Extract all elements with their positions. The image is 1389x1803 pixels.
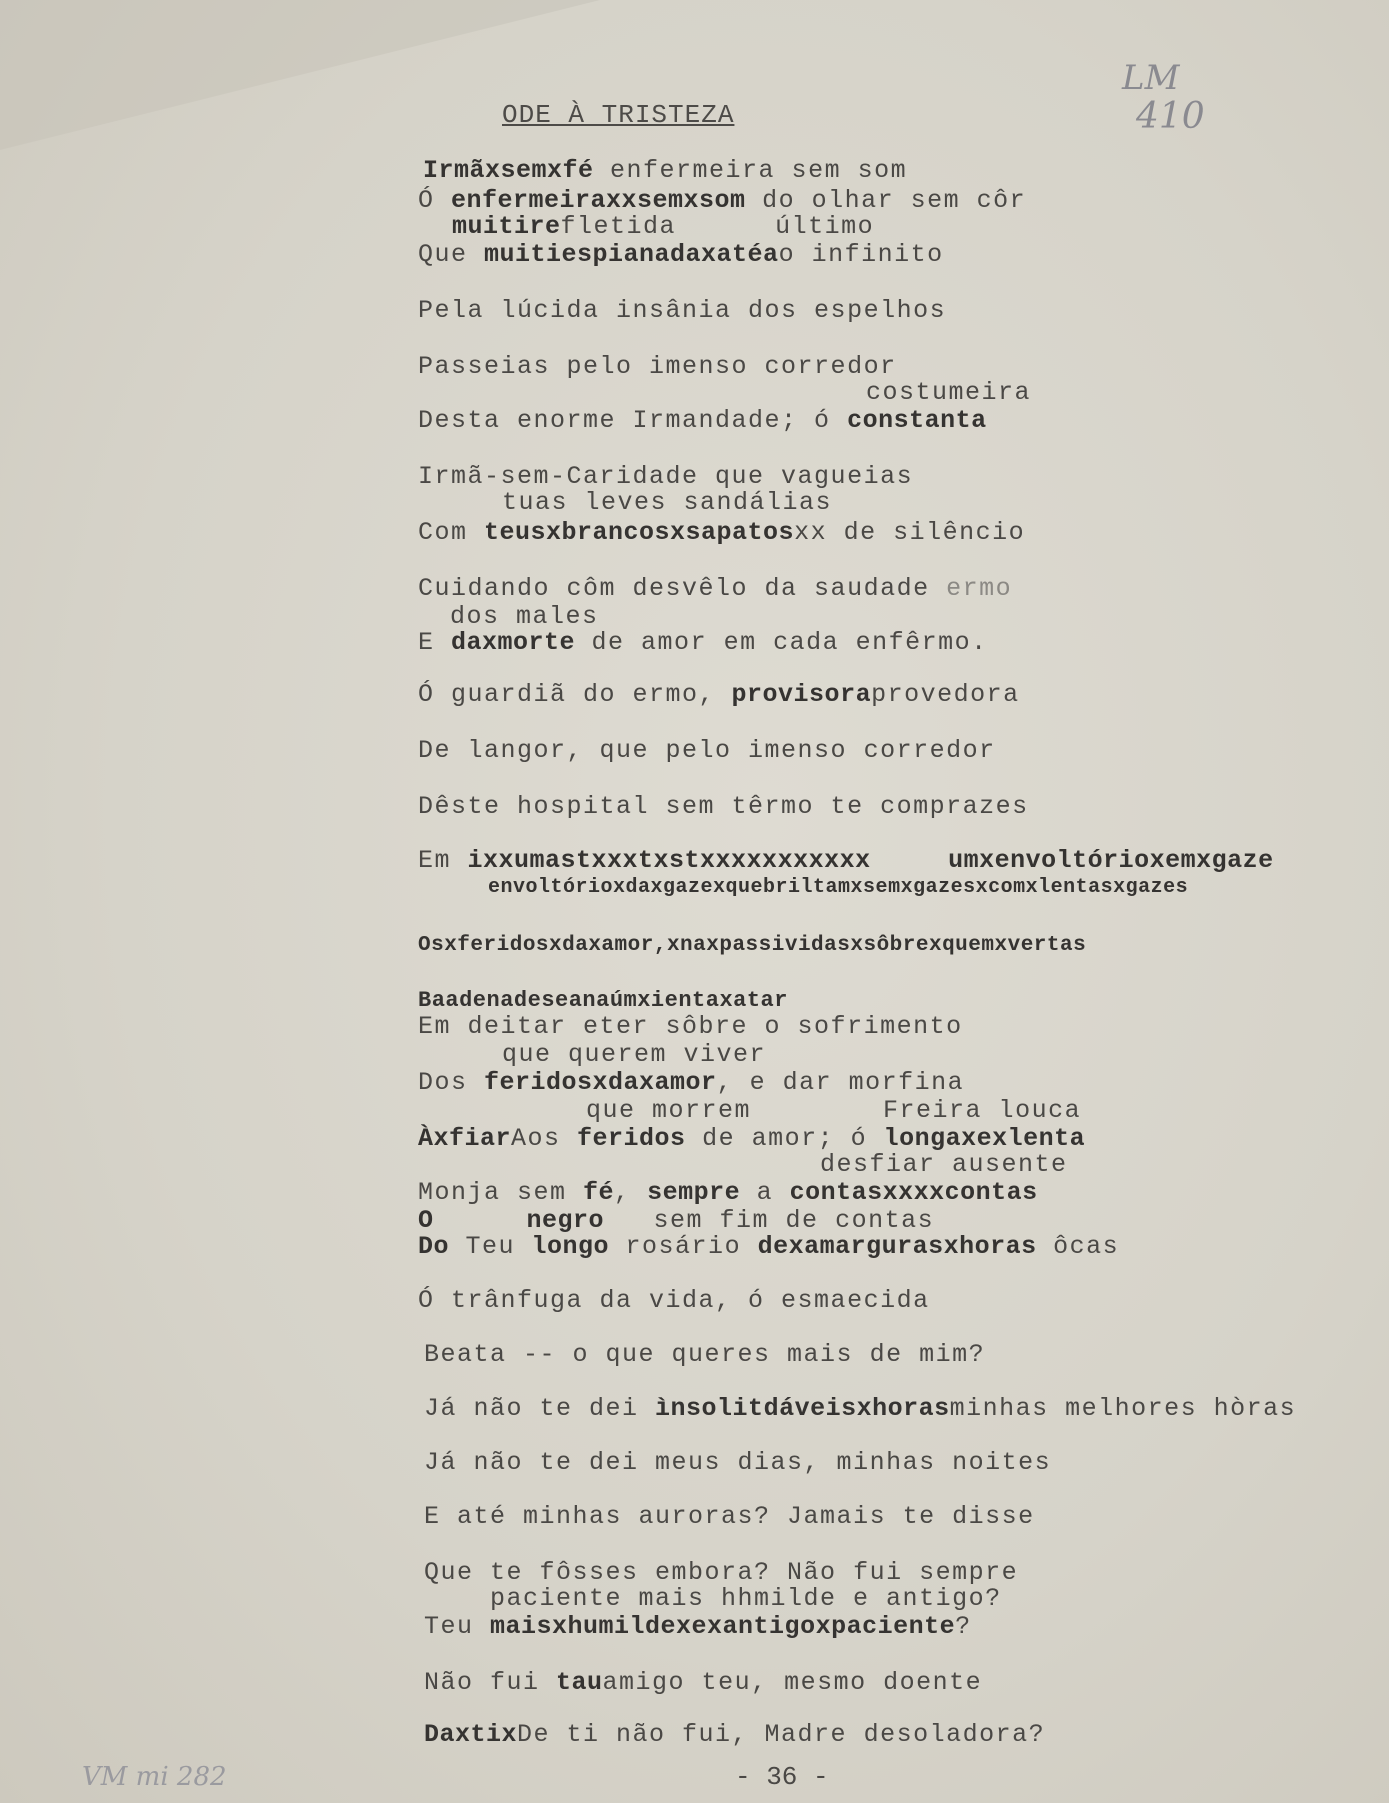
poem-line: Cuidando côm desvêlo da saudade ermo [418,574,1013,603]
poem-line: envoltórioxdaxgazexquebriltamxsemxgazesxcomxlentasxgazes [488,876,1189,899]
handwritten-ref-number: 410 [1136,96,1205,137]
poem-line: Já não te dei meus dias, minhas noites [424,1448,1052,1477]
poem-line: Monja sem fé, sempre a contasxxxxcontas [418,1178,1038,1207]
poem-line: DaxtixDe ti não fui, Madre desoladora? [424,1720,1046,1749]
poem-line: Ó guardiã do ermo, provisoraprovedora [418,680,1020,709]
poem-line: Desta enorme Irmandade; ó constanta [418,406,987,435]
poem-line: Irmãxsemxfé enfermeira sem som [423,156,908,185]
poem-line: paciente mais hhmilde e antigo? [490,1584,1002,1613]
poem-line: Não fui tauamigo teu, mesmo doente [424,1668,983,1697]
poem-line: desfiar ausente [820,1150,1068,1179]
poem-line: costumeira [866,378,1032,407]
poem-line: Do Teu longo rosário dexamargurasxhoras ôcas [418,1232,1120,1261]
poem-line: O negro sem fim de contas [418,1206,935,1235]
poem-line: Com teusxbrancosxsapatosxx de silêncio [418,518,1026,547]
archive-mark: VM mi 282 [82,1762,227,1792]
poem-line: E daxmorte de amor em cada enfêrmo. [418,628,988,657]
poem-line: Que te fôsses embora? Não fui sempre [424,1558,1019,1587]
poem-line: que querem viver [502,1040,767,1069]
poem-line: muitirefletida último [452,212,875,241]
handwritten-ref-mark: LM [1122,58,1180,98]
poem-line: tuas leves sandálias [502,488,833,517]
poem-line: Passeias pelo imenso corredor [418,352,897,381]
page-number: - 36 - [735,1762,829,1792]
poem-line: Irmã-sem-Caridade que vagueias [418,462,914,491]
poem-line: Já não te dei ìnsolitdáveisxhorasminhas melhores hòras [424,1394,1297,1423]
poem-line: ÀxfiarAos feridos de amor; ó longaxexlenta [418,1124,1086,1153]
poem-line: De langor, que pelo imenso corredor [418,736,996,765]
poem-line: Em ixxumastxxxtxstxxxxxxxxxxx umxenvoltórioxemxgaze [418,846,1274,875]
poem-line: Dêste hospital sem têrmo te comprazes [418,792,1029,821]
poem-title: ODE À TRISTEZA [502,100,735,130]
poem-line: E até minhas auroras? Jamais te disse [424,1502,1035,1531]
poem-line: Ó trânfuga da vida, ó esmaecida [418,1286,930,1315]
poem-line: dos males [450,602,599,631]
poem-line: Pela lúcida insânia dos espelhos [418,296,947,325]
poem-line: Teu maisxhumildexexantigoxpaciente? [424,1612,972,1641]
poem-line: Baadenadeseanaúmxientaxatar [418,988,788,1013]
poem-line: que morrem Freira louca [586,1096,1082,1125]
poem-line: Osxferidosxdaxamor,xnaxpassividasxsôbrexquemxvertas [418,934,1087,957]
poem-line: Beata -- o que queres mais de mim? [424,1340,986,1369]
poem-line: Ó enfermeiraxxsemxsom do olhar sem côr [418,186,1027,215]
poem-line: Em deitar eter sôbre o sofrimento [418,1012,963,1041]
poem-line: Dos feridosxdaxamor, e dar morfina [418,1068,965,1097]
poem-line: Que muitiespianadaxatéao infinito [418,240,944,269]
